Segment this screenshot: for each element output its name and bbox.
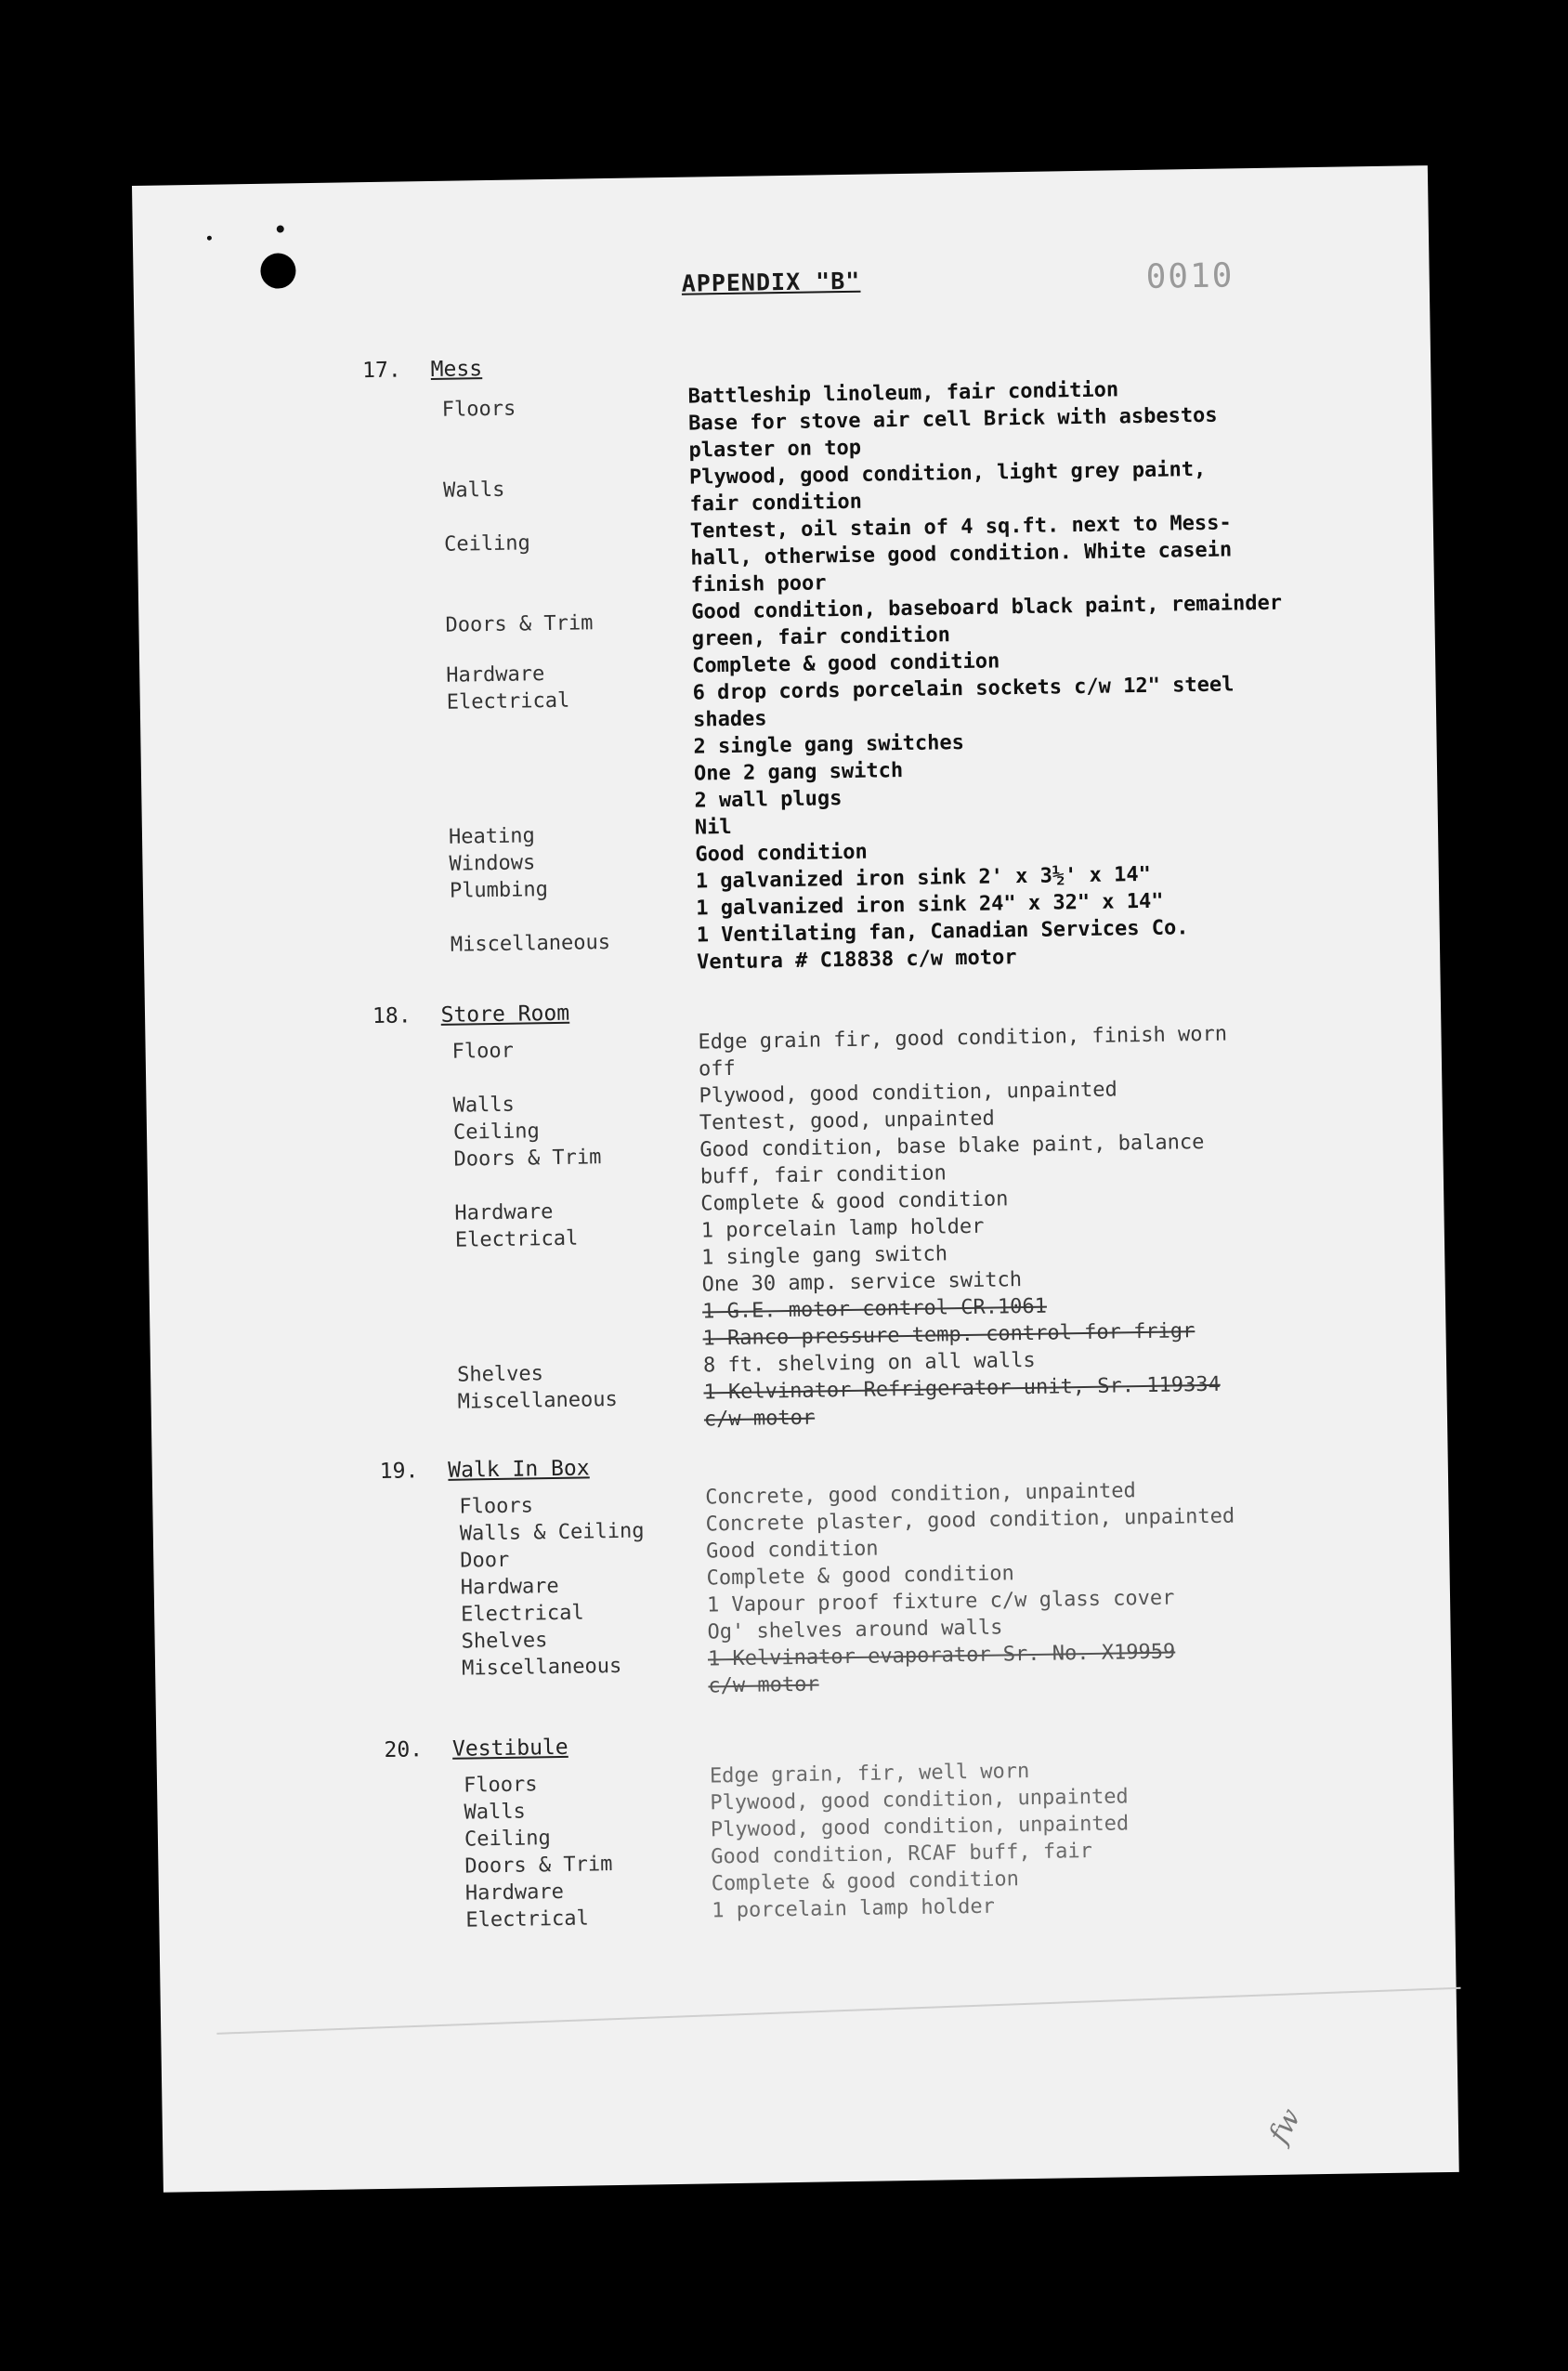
- item-description: [689, 456, 1207, 518]
- item-description: [695, 839, 868, 869]
- item-label: Walls & Ceiling: [459, 1519, 645, 1546]
- description-line: Concrete plaster, good condition, unpainted: [705, 1504, 1235, 1537]
- item-label: Plumbing: [449, 878, 549, 903]
- item-description: [697, 914, 1190, 976]
- item-description: [687, 375, 1218, 465]
- description-line: Good condition, RCAF buff, fair: [711, 1839, 1093, 1869]
- item-label: Doors & Trim: [453, 1146, 602, 1172]
- inventory-row: [148, 1186, 1444, 1225]
- section-20: [156, 1722, 1452, 1932]
- item-label: Ceiling: [464, 1827, 551, 1852]
- item-label: Electrical: [454, 1226, 579, 1252]
- section-number: 19.: [379, 1459, 419, 1484]
- item-label: Floors: [441, 397, 516, 422]
- description-line: shades: [692, 707, 767, 732]
- handwritten-initials: fw: [1262, 2102, 1308, 2149]
- item-label: Walls: [452, 1093, 516, 1118]
- appendix-title: APPENDIX "B": [681, 267, 861, 297]
- description-line: Concrete, good condition, unpainted: [705, 1479, 1136, 1510]
- item-label: Floors: [463, 1773, 538, 1798]
- item-label: Ceiling: [443, 531, 531, 557]
- description-line: 1 Kelvinator Refrigerator unit, Sr. 119334: [703, 1372, 1221, 1405]
- page-stamp-number: 0010: [1145, 256, 1235, 296]
- item-label: Ceiling: [452, 1120, 540, 1145]
- inventory-row: [152, 1479, 1448, 1519]
- description-line: finish poor: [690, 571, 827, 597]
- item-description: [699, 1129, 1205, 1191]
- description-line: Complete & good condition: [711, 1867, 1020, 1896]
- section-number: 20.: [384, 1737, 424, 1762]
- ink-speck: [277, 225, 284, 232]
- description-line: Plywood, good condition, unpainted: [699, 1078, 1117, 1108]
- item-description: [695, 814, 732, 842]
- inventory-row: [136, 378, 1431, 463]
- description-line: 8 ft. shelving on all walls: [702, 1348, 1036, 1378]
- inventory-row: [149, 1213, 1444, 1351]
- description-line: fair condition: [689, 490, 863, 517]
- description-line: 1 single gang switch: [701, 1242, 948, 1270]
- description-line: 1 Ranco pressure temp. control for frigr: [702, 1319, 1196, 1351]
- item-label: Shelves: [456, 1362, 544, 1387]
- document-page: [132, 165, 1459, 2193]
- description-line: 1 Ventilating fan, Canadian Services Co.: [696, 916, 1189, 948]
- inventory-row: [155, 1615, 1451, 1654]
- section-name: Walk In Box: [448, 1456, 590, 1483]
- description-line: 1 porcelain lamp holder: [712, 1894, 996, 1923]
- description-line: Complete & good condition: [692, 649, 1000, 678]
- item-label: Doors & Trim: [445, 611, 594, 637]
- paper-fold-line: [216, 1987, 1460, 2035]
- description-line: 1 porcelain lamp holder: [700, 1214, 985, 1243]
- section-heading: [380, 1456, 590, 1484]
- inventory-row: [153, 1534, 1449, 1573]
- section-heading: [384, 1736, 568, 1762]
- item-label: Hardware: [460, 1574, 559, 1600]
- description-line: 1 galvanized iron sink 2' x 3½' x 14": [695, 862, 1152, 894]
- item-description: [706, 1536, 879, 1565]
- section-name: Vestibule: [451, 1735, 568, 1762]
- item-description: [696, 861, 1164, 923]
- inventory-row: [150, 1348, 1446, 1387]
- ink-speck: [207, 236, 212, 241]
- description-line: Good condition, base blake paint, balance: [699, 1130, 1205, 1162]
- section-name: Store Room: [440, 1001, 570, 1028]
- description-line: Plywood, good condition, light grey paint,: [688, 457, 1207, 490]
- item-description: [698, 1021, 1227, 1083]
- item-label: Doors & Trim: [464, 1853, 613, 1879]
- description-line: green, fair condition: [691, 623, 951, 651]
- section-18: [145, 988, 1441, 1432]
- item-description: [701, 1210, 1196, 1352]
- section-heading: [362, 357, 482, 383]
- inventory-row: [159, 1867, 1455, 1906]
- item-label: Miscellaneous: [457, 1387, 618, 1414]
- description-line: Og' shelves around walls: [707, 1616, 1003, 1644]
- inventory-row: [139, 648, 1435, 688]
- item-label: Windows: [449, 851, 536, 876]
- punch-hole: [260, 253, 296, 289]
- inventory-row: [146, 1078, 1442, 1118]
- description-line: 1 G.E. motor control CR.1061: [701, 1294, 1048, 1324]
- item-description: [711, 1838, 1092, 1870]
- inventory-row: [137, 457, 1432, 517]
- description-line: Base for stove air cell Brick with asbestos: [687, 403, 1218, 436]
- item-description: [712, 1893, 995, 1925]
- item-description: [690, 509, 1233, 598]
- description-line: plaster on top: [688, 436, 862, 463]
- description-line: buff, fair condition: [699, 1161, 947, 1189]
- inventory-row: [142, 837, 1438, 876]
- inventory-row: [147, 1106, 1443, 1145]
- description-line: Nil: [694, 815, 732, 840]
- description-line: Edge grain, fir, well worn: [709, 1760, 1030, 1788]
- item-label: Door: [460, 1548, 510, 1573]
- item-label: Miscellaneous: [461, 1654, 622, 1681]
- inventory-row: [154, 1561, 1450, 1600]
- description-line: c/w motor: [708, 1672, 819, 1698]
- description-line: One 2 gang switch: [693, 759, 904, 786]
- description-line: Tentest, good, unpainted: [699, 1107, 995, 1135]
- inventory-row: [138, 591, 1434, 651]
- description-line: Complete & good condition: [706, 1562, 1014, 1591]
- description-line: Complete & good condition: [700, 1187, 1009, 1216]
- description-line: Good condition: [695, 840, 868, 867]
- description-line: Edge grain fir, good condition, finish worn: [698, 1022, 1228, 1055]
- item-label: Walls: [464, 1800, 526, 1825]
- item-description: [691, 590, 1283, 653]
- inventory-row: [142, 810, 1438, 849]
- section-19: [152, 1443, 1448, 1698]
- description-line: Battleship linoleum, fair condition: [687, 378, 1119, 409]
- description-line: Good condition, baseboard black paint, remainder: [691, 591, 1283, 624]
- description-line: Good condition: [705, 1537, 879, 1564]
- description-line: c/w motor: [703, 1406, 816, 1432]
- item-description: [708, 1639, 1176, 1700]
- description-line: 6 drop cords porcelain sockets c/w 12" steel: [692, 673, 1235, 705]
- item-label: Heating: [448, 824, 535, 849]
- description-line: Plywood, good condition, unpainted: [710, 1785, 1129, 1815]
- item-label: Hardware: [454, 1200, 554, 1225]
- item-label: Electrical: [465, 1906, 590, 1932]
- item-label: Electrical: [461, 1601, 584, 1627]
- item-label: Shelves: [461, 1629, 548, 1654]
- item-label: Walls: [443, 478, 505, 503]
- description-line: One 30 amp. service switch: [701, 1268, 1023, 1297]
- description-line: Plywood, good condition, unpainted: [710, 1812, 1130, 1842]
- section-heading: [372, 1002, 569, 1028]
- inventory-row: [157, 1759, 1453, 1798]
- description-line: 1 galvanized iron sink 24" x 32" x 14": [696, 889, 1164, 921]
- section-number: 18.: [372, 1003, 412, 1029]
- description-line: 2 single gang switches: [693, 731, 965, 759]
- inventory-row: [146, 1022, 1442, 1081]
- item-description: [699, 1076, 1117, 1109]
- item-label: Electrical: [446, 688, 570, 714]
- description-line: Ventura # C18838 c/w motor: [697, 946, 1017, 975]
- description-line: 2 wall plugs: [694, 787, 843, 813]
- inventory-row: [159, 1893, 1455, 1932]
- section-name: Mess: [430, 357, 483, 382]
- item-label: Floors: [459, 1494, 534, 1519]
- item-label: Hardware: [446, 662, 545, 688]
- item-description: [703, 1371, 1221, 1434]
- description-line: 1 Vapour proof fixture c/w glass cover: [706, 1586, 1175, 1618]
- item-description: [692, 671, 1235, 814]
- section-17: [135, 342, 1431, 975]
- item-label: Hardware: [464, 1880, 565, 1906]
- inventory-row: [137, 511, 1433, 597]
- inventory-row: [140, 673, 1436, 813]
- section-number: 17.: [361, 358, 401, 384]
- description-line: 1 Kelvinator evaporator Sr. No. X19959: [707, 1640, 1176, 1671]
- inventory-row: [144, 916, 1440, 975]
- item-label: Miscellaneous: [450, 931, 611, 957]
- description-line: off: [698, 1056, 736, 1081]
- item-label: Floor: [451, 1039, 515, 1064]
- description-line: Tentest, oil stain of 4 sq.ft. next to Mess-: [689, 511, 1232, 544]
- description-line: hall, otherwise good condition. White casein: [690, 538, 1233, 570]
